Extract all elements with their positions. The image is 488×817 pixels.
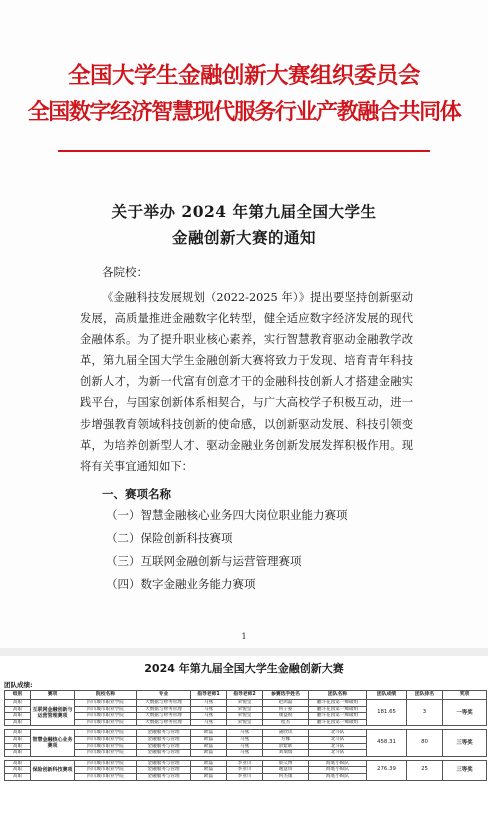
major-cell: 金融服务与管理 — [137, 736, 191, 743]
event-cell: 互联网金融创新与运营管理赛项 — [31, 700, 75, 726]
team-results-label: 团队成绩: — [4, 681, 33, 689]
event-item-4: （四）数字金融业务能力赛项 — [106, 577, 256, 591]
rank-cell: 3 — [407, 700, 443, 726]
header-cell: 组别 — [5, 691, 31, 700]
event-item-3: （三）互联网金融创新与运营管理赛项 — [106, 554, 302, 568]
header-cell: 院校名称 — [75, 691, 137, 700]
page-number: 1 — [241, 632, 247, 641]
results-table — [4, 690, 487, 781]
teacher2-cell: 荣悦莹 — [227, 706, 263, 713]
teacher1-cell: 欧磊 — [191, 736, 227, 743]
event-cell: 智慧金融核心业务赛项 — [31, 730, 75, 756]
teacher2-cell: 李亚川 — [227, 767, 263, 774]
student-cell: 余紫耿 — [263, 743, 309, 750]
major-cell: 大数据与财务管理 — [137, 719, 191, 726]
student-cell: 赵鸿磊 — [263, 700, 309, 707]
level-cell: 高职 — [5, 736, 31, 743]
score-cell: 458.31 — [367, 730, 407, 756]
level-cell: 高职 — [5, 760, 31, 767]
student-cell: 何子豪 — [263, 706, 309, 713]
teacher2-cell: 荣悦莹 — [227, 700, 263, 707]
student-cell: 方娜 — [263, 736, 309, 743]
school-cell: 四川城市职业学院 — [75, 767, 137, 774]
school-cell: 四川城市职业学院 — [75, 730, 137, 737]
school-cell: 四川城市职业学院 — [75, 713, 137, 720]
org-title-committee: 全国大学生金融创新大赛组织委员会 — [67, 63, 420, 89]
header-cell: 指导老师1 — [191, 691, 227, 700]
teacher1-cell: 马燕 — [191, 700, 227, 707]
student-cell: 谢慧琪 — [263, 767, 309, 774]
major-cell: 金融服务与管理 — [137, 743, 191, 750]
school-cell: 四川城市职业学院 — [75, 736, 137, 743]
header-cell: 团队名称 — [309, 691, 367, 700]
results-title: 2024 年第九届全国大学生金融创新大赛 — [144, 662, 344, 675]
team-cell: 翻斗花园第一爆破组 — [309, 700, 367, 707]
student-cell: 蔡义博 — [263, 760, 309, 767]
teacher1-cell: 欧磊 — [191, 730, 227, 737]
notice-title-line1: 关于举办 2024 年第九届全国大学生 — [111, 202, 377, 221]
event-item-2: （二）保险创新科技赛项 — [106, 531, 233, 545]
school-cell: 四川城市职业学院 — [75, 750, 137, 757]
teacher1-cell: 欧磊 — [191, 750, 227, 757]
event-item-1: （一）智慧金融核心业务四大岗位职业能力赛项 — [106, 508, 348, 522]
major-cell: 金融服务与管理 — [137, 767, 191, 774]
level-cell: 高职 — [5, 700, 31, 707]
team-cell: 翻斗花园第一爆破组 — [309, 719, 367, 726]
notice-title-line2: 金融创新大赛的通知 — [171, 228, 316, 247]
award-cell: 一等奖 — [443, 700, 487, 726]
major-cell: 大数据与财务管理 — [137, 700, 191, 707]
school-cell: 四川城市职业学院 — [75, 743, 137, 750]
teacher1-cell: 欧磊 — [191, 773, 227, 780]
student-cell: 康益锐 — [263, 713, 309, 720]
teacher2-cell: 马燕 — [227, 736, 263, 743]
team-cell: 海底小纵队 — [309, 767, 367, 774]
student-cell: 程杰 — [263, 719, 309, 726]
teacher2-cell: 荣悦莹 — [227, 713, 263, 720]
major-cell: 大数据与财务管理 — [137, 706, 191, 713]
school-cell: 四川城市职业学院 — [75, 700, 137, 707]
teacher1-cell: 欧磊 — [191, 743, 227, 750]
teacher1-cell: 马燕 — [191, 706, 227, 713]
student-cell: 刘瑞瑞 — [263, 750, 309, 757]
school-cell: 四川城市职业学院 — [75, 760, 137, 767]
award-cell: 三等奖 — [443, 760, 487, 780]
level-cell: 高职 — [5, 713, 31, 720]
team-cell: 北斗队 — [309, 750, 367, 757]
team-cell: 北斗队 — [309, 736, 367, 743]
team-cell: 北斗队 — [309, 730, 367, 737]
teacher2-cell: 马燕 — [227, 730, 263, 737]
score-cell: 181.65 — [367, 700, 407, 726]
event-cell: 保险创新科技赛项 — [31, 760, 75, 780]
table-row — [5, 730, 487, 737]
award-cell: 三等奖 — [443, 730, 487, 756]
teacher2-cell: 荣悦莹 — [227, 719, 263, 726]
level-cell: 高职 — [5, 767, 31, 774]
team-cell: 海底小纵队 — [309, 773, 367, 780]
score-cell: 276.39 — [367, 760, 407, 780]
notice-body-paragraph: 《金融科技发展规划（2022-2025 年）》提出要坚持创新驱动发展，高质量推进金融数字化转型，健全适应数字经济发展的现代金融体系。为了提升职业核心素养，实行智慧教育驱动金融教学改革，第九届全国大学生金融创新大赛将致力于发现、培育青年科技创新人才，为新一代富有创意才干的金融科技创新人才搭建金融实践平台，与国家创新体系相契合，与广大高校学子积极互动，进一步增强教育领域科技创新的使命感，以创新驱动发展、科技引领变革，为培养创新型人才、驱动金融业务创新发展发挥积极作用。现将有关事宜通知如下： — [80, 291, 413, 473]
header-cell: 奖项 — [443, 691, 487, 700]
table-row — [5, 700, 487, 707]
major-cell: 金融服务与管理 — [137, 730, 191, 737]
major-cell: 金融服务与管理 — [137, 760, 191, 767]
header-cell: 团队排名 — [407, 691, 443, 700]
level-cell: 高职 — [5, 750, 31, 757]
results-page — [0, 656, 488, 817]
header-cell: 专业 — [137, 691, 191, 700]
header-cell: 赛项 — [31, 691, 75, 700]
level-cell: 高职 — [5, 743, 31, 750]
table-row — [5, 760, 487, 767]
teacher2-cell: 马燕 — [227, 750, 263, 757]
teacher2-cell: 马燕 — [227, 743, 263, 750]
header-cell: 指导老师2 — [227, 691, 263, 700]
team-cell: 翻斗花园第一爆破组 — [309, 706, 367, 713]
level-cell: 高职 — [5, 706, 31, 713]
teacher1-cell: 马燕 — [191, 719, 227, 726]
rank-cell: 25 — [407, 760, 443, 780]
table-header-row — [5, 691, 487, 700]
school-cell: 四川城市职业学院 — [75, 706, 137, 713]
teacher1-cell: 欧磊 — [191, 767, 227, 774]
level-cell: 高职 — [5, 719, 31, 726]
major-cell: 金融服务与管理 — [137, 773, 191, 780]
teacher2-cell: 李亚川 — [227, 760, 263, 767]
level-cell: 高职 — [5, 773, 31, 780]
level-cell: 高职 — [5, 730, 31, 737]
org-title-community: 全国数字经济智慧现代服务行业产教融合共同体 — [27, 100, 461, 125]
red-divider-line — [58, 150, 430, 152]
teacher1-cell: 马燕 — [191, 713, 227, 720]
major-cell: 金融服务与管理 — [137, 750, 191, 757]
salutation: 各院校： — [102, 265, 148, 279]
page-separator — [0, 648, 488, 656]
rank-cell: 80 — [407, 730, 443, 756]
school-cell: 四川城市职业学院 — [75, 719, 137, 726]
header-cell: 参赛选手姓名 — [263, 691, 309, 700]
team-cell: 北斗队 — [309, 743, 367, 750]
section-heading: 一、赛项名称 — [102, 487, 171, 501]
student-cell: 蒲欣讯 — [263, 730, 309, 737]
teacher2-cell: 李亚川 — [227, 773, 263, 780]
header-cell: 团队成绩 — [367, 691, 407, 700]
school-cell: 四川城市职业学院 — [75, 773, 137, 780]
team-cell: 翻斗花园第一爆破组 — [309, 713, 367, 720]
team-cell: 海底小纵队 — [309, 760, 367, 767]
teacher1-cell: 欧磊 — [191, 760, 227, 767]
student-cell: 何杰康 — [263, 773, 309, 780]
major-cell: 大数据与财务管理 — [137, 713, 191, 720]
